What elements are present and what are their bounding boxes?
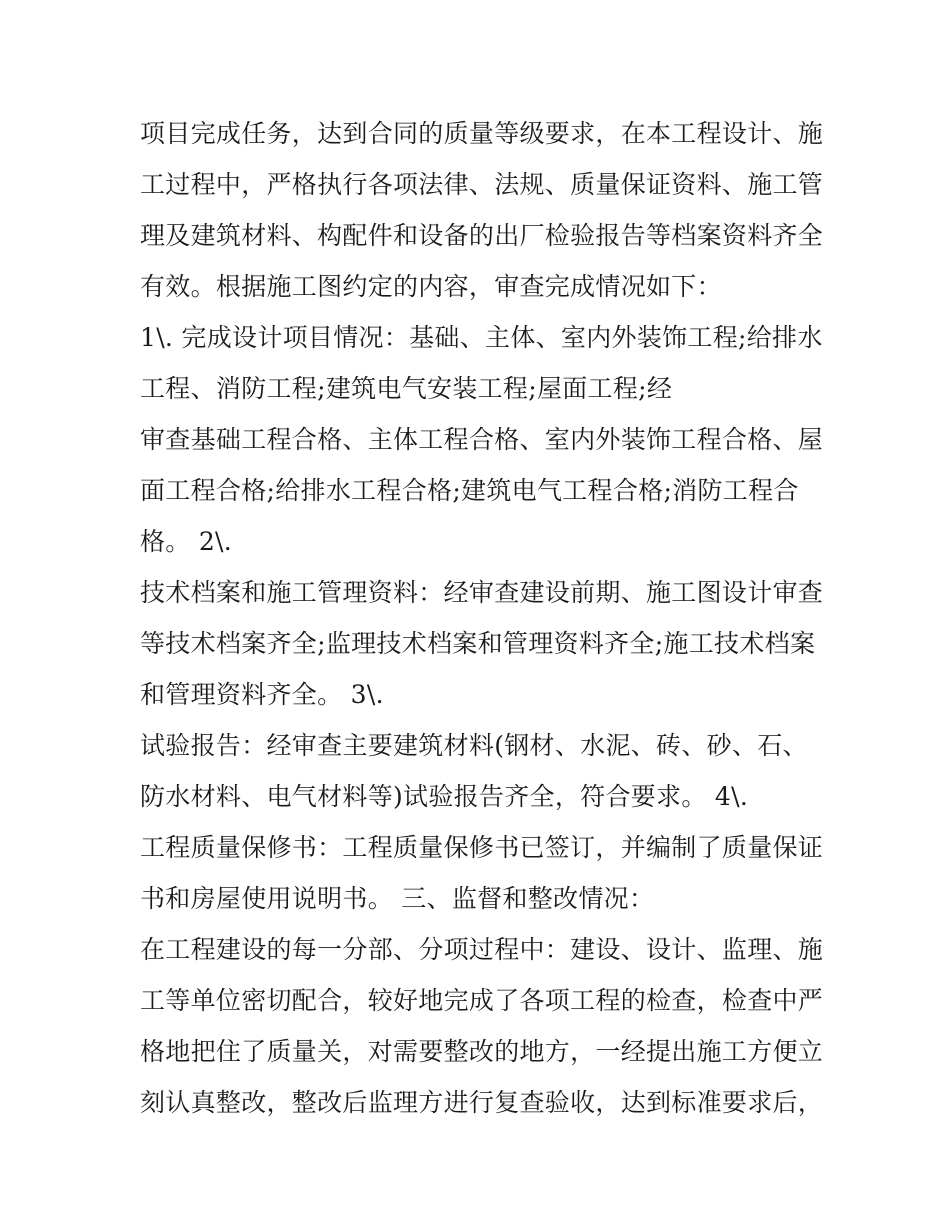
text-line: 1\. 完成设计项目情况：基础、主体、室内外装饰工程;给排水: [140, 323, 823, 352]
text-line: 格。 2\.: [140, 527, 233, 556]
text-line: 面工程合格;给排水工程合格;建筑电气工程合格;消防工程合: [140, 476, 799, 505]
text-line: 书和房屋使用说明书。 三、监督和整改情况：: [140, 884, 655, 913]
text-line: 格地把住了质量关，对需要整改的地方，一经提出施工方便立: [140, 1037, 824, 1066]
text-line: 试验报告：经审查主要建筑材料(钢材、水泥、砖、砂、石、: [140, 731, 808, 760]
text-line: 防水材料、电气材料等)试验报告齐全，符合要求。 4\.: [140, 782, 749, 811]
text-line: 技术档案和施工管理资料：经审查建设前期、施工图设计审查: [140, 578, 824, 607]
text-line: 和管理资料齐全。 3\.: [140, 680, 384, 709]
text-line: 工过程中，严格执行各项法律、法规、质量保证资料、施工管: [140, 170, 824, 199]
body-text: [140, 108, 830, 1128]
text-line: 工程、消防工程;建筑电气安装工程;屋面工程;经: [140, 374, 673, 403]
text-line: 理及建筑材料、构配件和设备的出厂检验报告等档案资料齐全: [140, 221, 824, 250]
text-line: 项目完成任务，达到合同的质量等级要求，在本工程设计、施: [140, 119, 824, 148]
text-line: 等技术档案齐全;监理技术档案和管理资料齐全;施工技术档案: [140, 629, 816, 658]
text-line: 工程质量保修书：工程质量保修书已签订，并编制了质量保证: [140, 833, 824, 862]
text-line: 刻认真整改，整改后监理方进行复查验收，达到标准要求后，: [140, 1088, 824, 1117]
text-line: 在工程建设的每一分部、分项过程中：建设、设计、监理、施: [140, 935, 824, 964]
text-line: 有效。根据施工图约定的内容，审查完成情况如下：: [140, 272, 722, 301]
text-line: 审查基础工程合格、主体工程合格、室内外装饰工程合格、屋: [140, 425, 824, 454]
text-line: 工等单位密切配合，较好地完成了各项工程的检查，检查中严: [140, 986, 824, 1015]
